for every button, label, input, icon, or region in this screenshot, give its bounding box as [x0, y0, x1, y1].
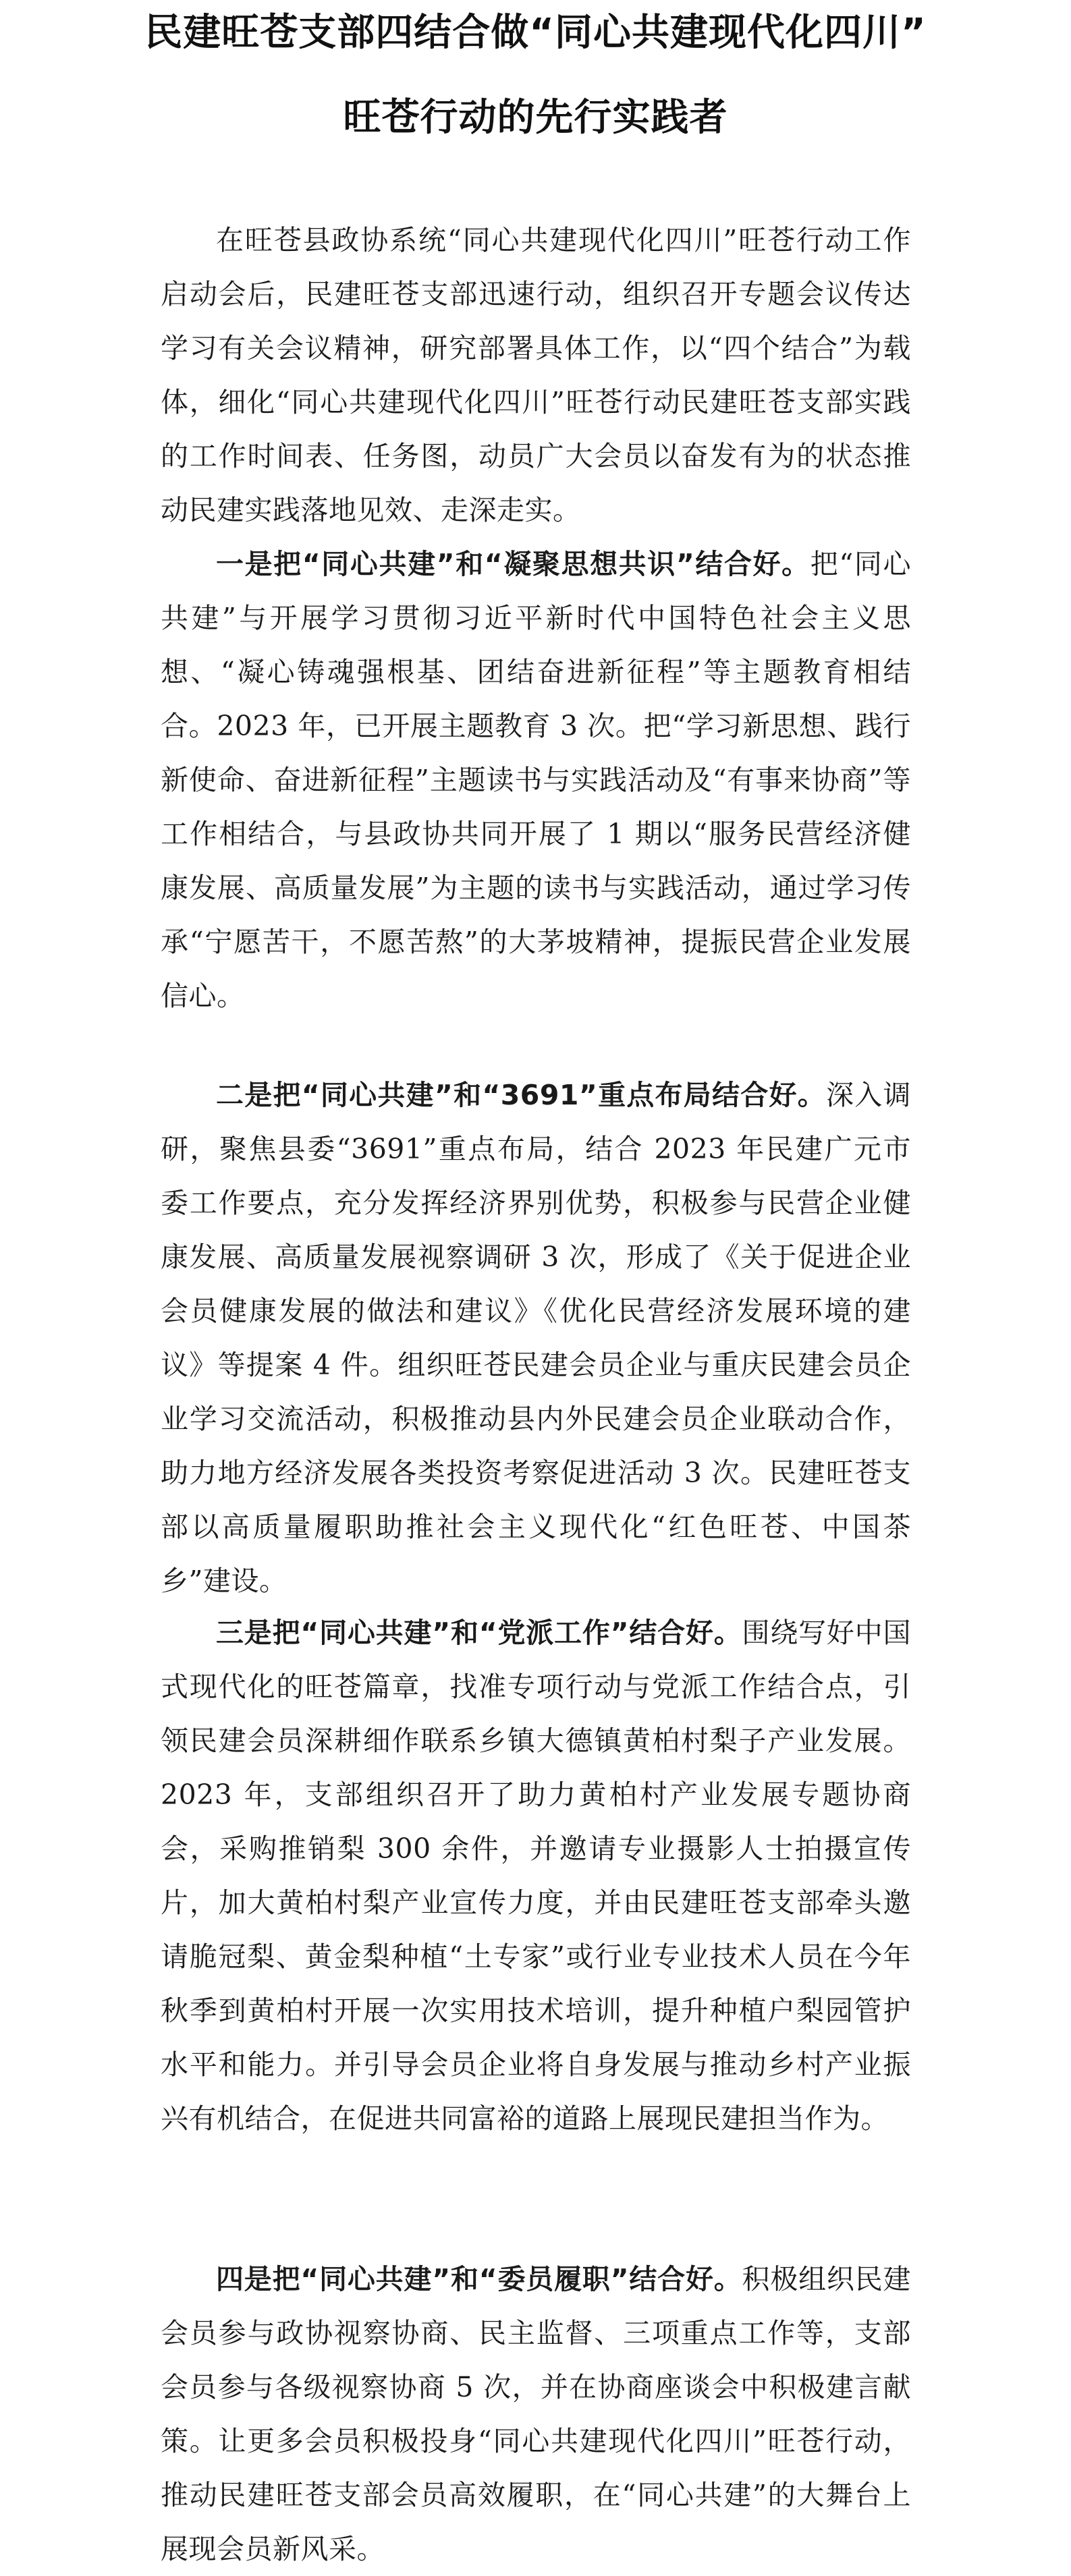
article-title-line-1: 民建旺苍支部四结合做“同心共建现代化四川”: [144, 11, 927, 55]
section-2-lead: 二是把“同心共建”和“3691”重点布局结合好。: [216, 1079, 827, 1111]
section-paragraph-4: [161, 2252, 911, 2576]
section-paragraph-2: [161, 1068, 911, 1608]
section-paragraph-1: [161, 537, 911, 1023]
section-3-lead: 三是把“同心共建”和“党派工作”结合好。: [216, 1617, 742, 1649]
section-1-text: 把“同心共建”与开展学习贯彻习近平新时代中国特色社会主义思想、“凝心铸魂强根基、团结奋进新征程”等主题教育相结合。2023 年，已开展主题教育 3 次。把“学习新思想、践行新使命、奋进新征程”主题读书与实践活动及“有事来协商”等工作相结合，与县政协共同开展了 1 期以“服务民营经济健康发展、高质量发展”为主题的读书与实践活动，通过学习传承“宁愿苦干，不愿苦熬”的大茅坡精神，提振民营企业发展信心。: [161, 548, 911, 1012]
section-4-text: 积极组织民建会员参与政协视察协商、民主监督、三项重点工作等，支部会员参与各级视察协商 5 次，并在协商座谈会中积极建言献策。让更多会员积极投身“同心共建现代化四川”旺苍行动，推动民建旺苍支部会员高效履职，在“同心共建”的大舞台上展现会员新风采。: [161, 2263, 911, 2565]
section-1-lead: 一是把“同心共建”和“凝聚思想共识”结合好。: [216, 548, 811, 580]
intro-paragraph: 在旺苍县政协系统“同心共建现代化四川”旺苍行动工作启动会后，民建旺苍支部迅速行动，组织召开专题会议传达学习有关会议精神，研究部署具体工作，以“四个结合”为载体，细化“同心共建现代化四川”旺苍行动民建旺苍支部实践的工作时间表、任务图，动员广大会员以奋发有为的状态推动民建实践落地见效、走深走实。: [161, 224, 911, 526]
section-3-text: 围绕写好中国式现代化的旺苍篇章，找准专项行动与党派工作结合点，引领民建会员深耕细作联系乡镇大德镇黄柏村梨子产业发展。2023 年，支部组织召开了助力黄柏村产业发展专题协商会，采购推销梨 300 余件，并邀请专业摄影人士拍摄宣传片，加大黄柏村梨产业宣传力度，并由民建旺苍支部牵头邀请脆冠梨、黄金梨种植“土专家”或行业专业技术人员在今年秋季到黄柏村开展一次实用技术培训，提升种植户梨园管护水平和能力。并引导会员企业将自身发展与推动乡村产业振兴有机结合，在促进共同富裕的道路上展现民建担当作为。: [161, 1617, 911, 2135]
section-paragraph-3: [161, 1606, 911, 2146]
section-2-text: 深入调研，聚焦县委“3691”重点布局，结合 2023 年民建广元市委工作要点，充分发挥经济界别优势，积极参与民营企业健康发展、高质量发展视察调研 3 次，形成了《关于促进企业会员健康发展的做法和建议》《优化民营经济发展环境的建议》等提案 4 件。组织旺苍民建会员企业与重庆民建会员企业学习交流活动，积极推动县内外民建会员企业联动合作，助力地方经济发展各类投资考察促进活动 3 次。民建旺苍支部以高质量履职助推社会主义现代化“红色旺苍、中国茶乡”建设。: [161, 1079, 912, 1597]
article-title-line-2: 旺苍行动的先行实践者: [343, 96, 728, 140]
section-4-lead: 四是把“同心共建”和“委员履职”结合好。: [216, 2263, 742, 2295]
